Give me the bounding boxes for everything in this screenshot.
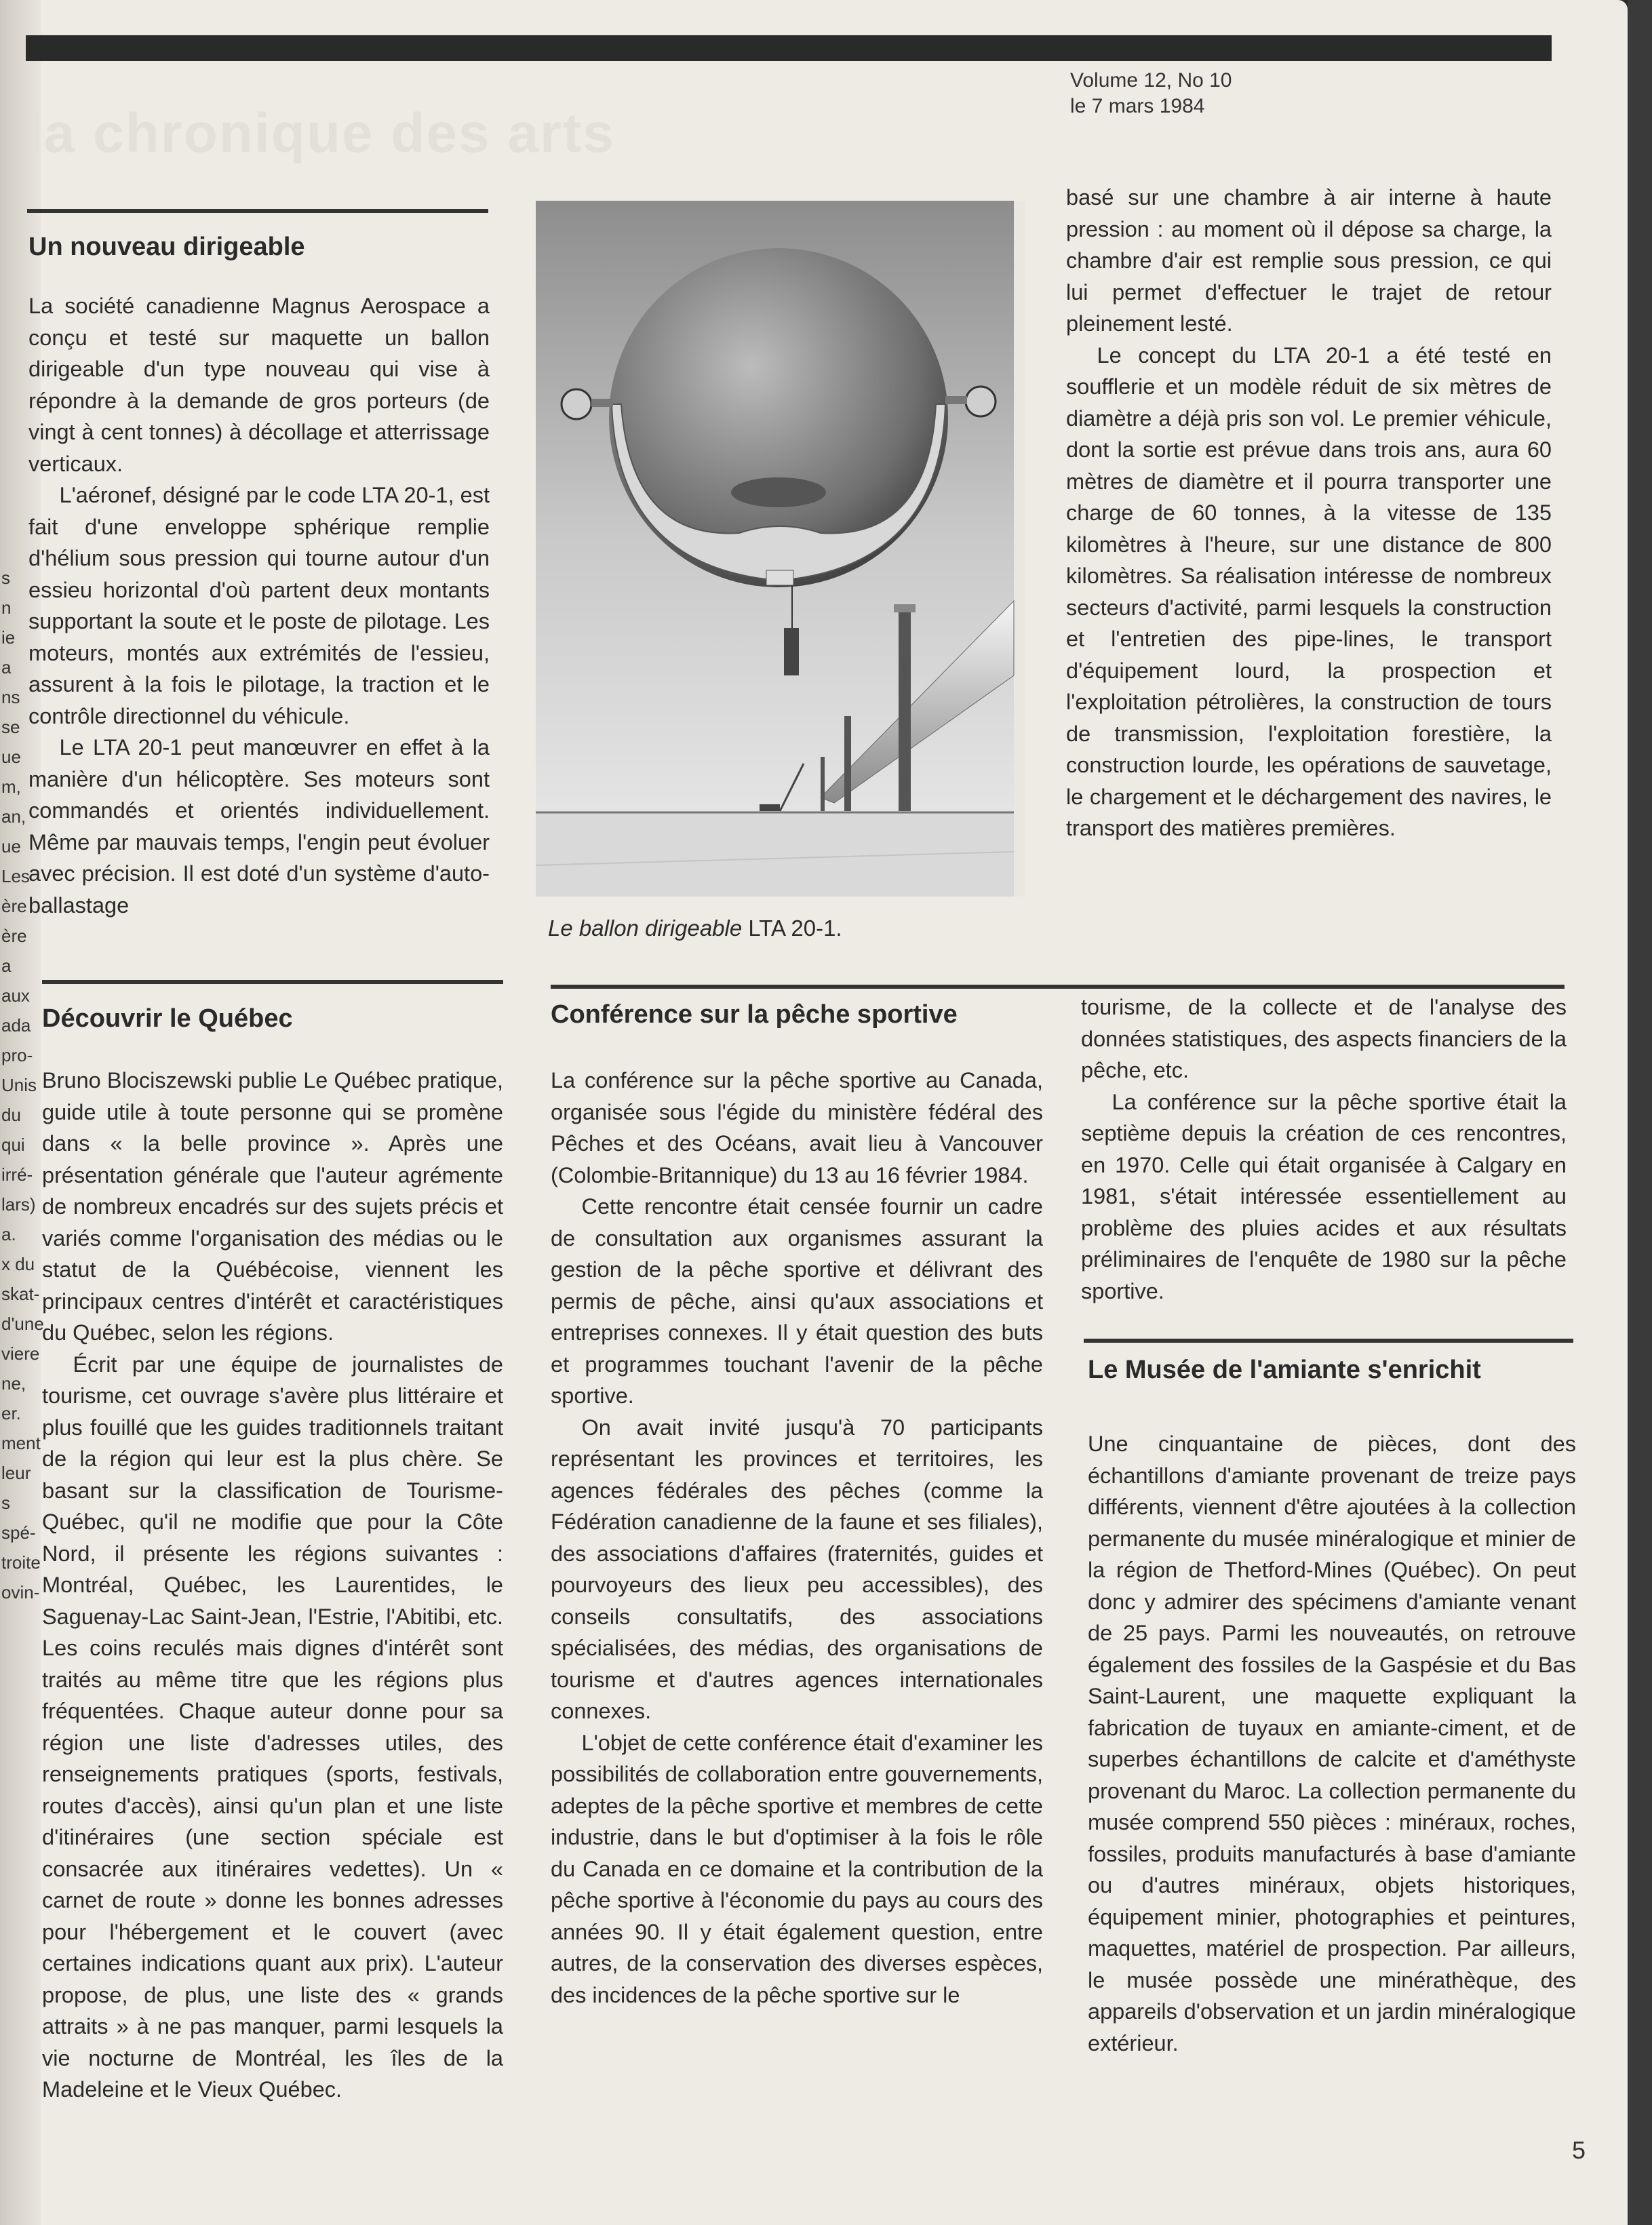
facing-page-fragment: pro- <box>1 1045 33 1065</box>
facing-page-fragment: ns <box>1 687 20 707</box>
article-title-quebec: Découvrir le Québec <box>42 1004 293 1033</box>
paragraph: On avait invité jusqu'à 70 participants représentant les provinces et territoires, les agences fédérales des pêches (comme la Fédération canadienne de la faune et ses filiales), des associations d'affaires (fraternités, guides et pourvoyeurs des lieux peu accessibles), des conseils consultatifs, des associations spécialisées, des médias, des organisations de tourisme et d'autres agences internationales connexes. <box>551 1415 1043 1723</box>
paragraph: tourisme, de la collecte et de l'analyse des données statistiques, des aspects financiers de la pêche, etc. <box>1081 995 1567 1082</box>
article-rule <box>27 209 488 213</box>
facing-page-fragment: x du <box>1 1254 35 1274</box>
facing-page-fragment: du <box>1 1105 21 1125</box>
facing-page-fragment: qui <box>1 1135 25 1155</box>
facing-page-fragment: ère <box>1 896 27 916</box>
facing-page-fragment: irré- <box>1 1164 33 1185</box>
paragraph: Cette rencontre était censée fournir un cadre de consultation aux organismes assurant la gestion de la pêche sportive et délivrant des permis de pêche, ainsi qu'aux associations et entreprises connexes. Il y était question des buts et programmes touchant l'avenir de la pêche sportive. <box>551 1194 1043 1408</box>
facing-page-fragment: m, <box>1 776 21 797</box>
facing-page-fragment: leur <box>1 1463 31 1483</box>
photo-caption <box>548 915 842 941</box>
paragraph: La conférence sur la pêche sportive était la septième depuis la création de ces rencontres, en 1970. Celle qui était organisée à Calgary en 1981, s'était intéressée essentiellement au problème des pluies acides et aux résultats préliminaires de l'enquête de 1980 sur la pêche sportive. <box>1081 1089 1567 1303</box>
facing-page-fragment: ie <box>1 627 16 648</box>
facing-page-fragment: ovin- <box>1 1582 40 1602</box>
facing-page-fragment: skat- <box>1 1284 40 1304</box>
facing-page-fragment: a <box>1 657 12 677</box>
issue-date: le 7 mars 1984 <box>1070 95 1205 117</box>
article-body-quebec <box>42 1065 503 2106</box>
facing-page-fragment: ère <box>1 926 27 946</box>
facing-page-fragment: an, <box>1 806 26 827</box>
bleed-through-title: la chronique des arts <box>27 102 615 164</box>
article-rule <box>551 985 1565 989</box>
facing-page-fragment: Unis <box>1 1075 37 1095</box>
facing-page-fragment: ment <box>1 1433 41 1453</box>
paragraph: L'objet de cette conférence était d'examiner les possibilités de collaboration entre gouvernements, adeptes de la pêche sportive et membres de cette industrie, dans le but d'optimiser à la fois le rôle du Canada en ce domaine et la contribution de la pêche sportive à l'économie du pays au cours des années 90. Il y était également question, entre autres, de la conservation des diverses espèces, des incidences de la pêche sportive sur le <box>551 1730 1043 2007</box>
facing-page-fragment: se <box>1 717 20 737</box>
article-body-peche-continued <box>1081 991 1567 1307</box>
page-edge <box>1628 0 1652 2225</box>
header-rule <box>26 35 1552 61</box>
article-title-musee: Le Musée de l'amiante s'enrichit <box>1088 1356 1481 1384</box>
facing-page-fragment: d'une <box>1 1314 44 1334</box>
airship-photo <box>536 201 1025 897</box>
paragraph: L'aéronef, désigné par le code LTA 20-1, est fait d'une enveloppe sphérique remplie d'hélium sous pression qui tourne autour d'un essieu horizontal d'où partent deux montants supportant la soute et le poste de pilotage. Les moteurs, montés aux extrémités de l'essieu, assurent à la fois le pilotage, la traction et le contrôle directionnel du véhicule. <box>28 483 490 728</box>
article-title-peche: Conférence sur la pêche sportive <box>551 1000 958 1029</box>
paragraph: Une cinquantaine de pièces, dont des échantillons d'amiante provenant de treize pays différents, viennent d'être ajoutées à la collection permanente du musée minéralogique et minier de la région de Thetford-Mines (Québec). On peut donc y admirer des spécimens d'amiante venant de 25 pays. Parmi les nouveautés, on retrouve également des fossiles de la Gaspésie et du Bas Saint-Laurent, une maquette expliquant la fabrication de tuyaux en amiante-ciment, et de superbes échantillons de calcite et d'améthyste provenant du Maroc. La collection permanente du musée comprend 550 pièces : minéraux, roches, fossiles, produits manufacturés à base d'amiante ou d'autres minéraux, objets historiques, équipement minier, photographies et peintures, maquettes, matériel de prospection. Par ailleurs, le musée possède une minérathèque, des appareils d'observation et un jardin minéralogique extérieur. <box>1088 1432 1576 2055</box>
paragraph: La conférence sur la pêche sportive au Canada, organisée sous l'égide du ministère fédéral des Pêches et des Océans, avait lieu à Vancouver (Colombie-Britannique) du 13 au 16 février 1984. <box>551 1068 1043 1187</box>
article-title-dirigeable: Un nouveau dirigeable <box>28 233 305 261</box>
facing-page-fragment: ue <box>1 836 21 856</box>
article-body-musee <box>1088 1428 1576 2059</box>
facing-page-fragment: ada <box>1 1015 31 1036</box>
article-body-dirigeable <box>28 290 490 921</box>
issue-info <box>1070 68 1232 119</box>
facing-page-fragment: troite <box>1 1552 41 1573</box>
facing-page-fragment: a. <box>1 1224 16 1244</box>
paragraph: basé sur une chambre à air interne à haute pression : au moment où il dépose sa charge, la chambre d'air est remplie sous pression, ce qui lui permet d'effectuer le trajet de retour pleinement lesté. <box>1066 185 1552 336</box>
article-rule <box>1084 1339 1573 1343</box>
paragraph: Le concept du LTA 20-1 a été testé en soufflerie et un modèle réduit de six mètres de diamètre a déjà pris son vol. Le premier véhicule, dont la sortie est prévue dans trois ans, aura 60 mètres de diamètre et il pourra transporter une charge de 60 tonnes, à la vitesse de 135 kilomètres à l'heure, sur une distance de 800 kilomètres. Sa réalisation intéresse de nombreux secteurs d'activité, parmi lesquels la construction et l'entretien des pipe-lines, le transport d'équipement lourd, la prospection et l'exploitation pétrolières, la construction de tours de transmission, l'exploitation forestière, la construction lourde, les opérations de sauvetage, le chargement et le déchargement des navires, le transport des matières premières. <box>1066 342 1552 840</box>
article-rule <box>42 980 503 984</box>
paragraph: La société canadienne Magnus Aerospace a conçu et testé sur maquette un ballon dirigeable d'un type nouveau qui vise à répondre à la demande de gros porteurs (de vingt à cent tonnes) à décollage et atterrissage verticaux. <box>28 294 490 476</box>
facing-page-fragment: s <box>1 568 10 588</box>
paragraph: Écrit par une équipe de journalistes de tourisme, cet ouvrage s'avère plus littéraire et plus fouillé que les guides traditionnels traitant de la région qui leur est la plus chère. Se basant sur la classification de Tourisme-Québec, qu'il ne modifie que pour la Côte Nord, il présente les régions suivantes : Montréal, Québec, les Laurentides, le Saguenay-Lac Saint-Jean, l'Estrie, l'Abitibi, etc. Les coins reculés mais dignes d'intérêt sont traités au même titre que les régions plus fréquentées. Chaque auteur donne pour sa région une liste d'adresses utiles, des renseignements pratiques (sports, festivals, routes d'accès), ainsi qu'un plan et une liste d'itinéraires (une section spéciale est consacrée aux itinéraires vedettes). Un « carnet de route » donne les bonnes adresses pour l'hébergement et le couvert (avec certaines indications quant aux prix). L'auteur propose, de plus, une liste des « grands attraits » à ne pas manquer, parmi lesquels la vie nocturne de Montréal, les îles de la Madeleine et le Vieux Québec. <box>42 1352 503 2102</box>
facing-page-fragment: a <box>1 956 12 976</box>
caption-italic: Le ballon dirigeable <box>548 915 743 941</box>
paragraph: Le LTA 20-1 peut manœuvrer en effet à la manière d'un hélicoptère. Ses moteurs sont commandés et orientés individuellement. Même par mauvais temps, l'engin peut évoluer avec précision. Il est doté d'un système d'auto-ballastage <box>28 735 490 918</box>
paragraph: Bruno Blociszewski publie Le Québec pratique, guide utile à toute personne qui se promène dans « la belle province ». Après une présentation générale que l'auteur agrémente de nombreux encadrés sur des sujets précis et variés comme l'organisation des médias ou le statut de la Québécoise, viennent les principaux centres d'intérêt et caractéristiques du Québec, selon les régions. <box>42 1068 503 1345</box>
volume-number: Volume 12, No 10 <box>1070 69 1232 92</box>
facing-page-fragment: viere <box>1 1343 40 1364</box>
facing-page-fragment: ue <box>1 747 21 767</box>
facing-page-fragment: er. <box>1 1403 21 1423</box>
page-number: 5 <box>1572 2136 1586 2164</box>
caption-plain: LTA 20-1. <box>742 915 842 941</box>
facing-page-fragment: ne, <box>1 1373 26 1394</box>
facing-page-fragment: lars) <box>1 1194 36 1215</box>
facing-page-fragment: Les <box>1 866 30 886</box>
article-body-peche <box>551 1065 1043 2011</box>
article-body-dirigeable-continued <box>1066 182 1552 844</box>
facing-page-fragment: n <box>1 597 12 618</box>
airship-illustration-icon <box>536 201 1025 897</box>
facing-page-fragment: s spé- <box>1 1493 36 1543</box>
facing-page-fragment: aux <box>1 985 30 1006</box>
